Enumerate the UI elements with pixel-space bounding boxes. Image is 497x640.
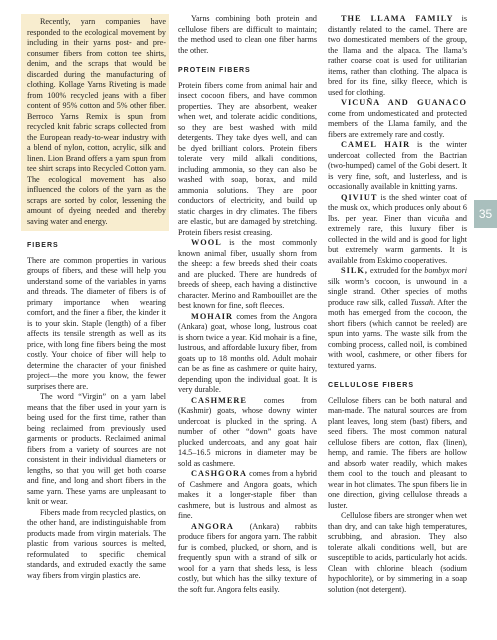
term-camel: CAMEL HAIR: [341, 140, 411, 149]
fibers-paragraph-2: The word “Virgin” on a yarn label means that the fiber used in your yarn is being used for the first time, rather than being reclaimed from previously used garments or products. Reclaimed animal fibers from a variety of sources are not consistent in their individual diameters or lengths, so that you will get both coarse and fine, and long and short fibers in the same yarn. These yarns are unpleasant to knit or wear.: [27, 392, 166, 506]
protein-intro: Protein fibers come from animal hair and insect cocoon fibers, and have common properties. They are absorbent, weaker when wet, and tolerate acidic conditions, so they are best washed with mild detergents. They take dyes well, and can be dyed brilliant colors. Protein fibers tolerate very mild alkali conditions, including ammonia, so they can also be washed with soap, borax, and mild ammonia solutions. They are poor conductors of electricity, and build up static charges in dry climates. The fibers are elastic, but are damaged by stretching. Protein fibers resist creasing.: [178, 80, 317, 237]
sidebar-text: Recently, yarn companies have responded to the ecological movement by including in their yarns post- and pre-consumer fibers from cotton tee shirts, denim, and the scraps that would be discarded during the manufacturing of clothing. Kollage Yarns Riveting is made from 100% recycled jeans with a fiber content of 95% cotton and 5% other fiber. Berroco Yarns Remix is spun from recycled knit fabric scraps collected from the European ready-to-wear industry with a blend of nylon, cotton, acrylic, silk and linen. Lion Brand offers a yarn spun from tee shirt scraps into Recycled Cotton yarn. The ecological movement has also influenced the colors of the yarn as the scraps are sorted by color, lessening the amount of dyeing needed and thereby saving water and energy.: [27, 17, 166, 226]
text-camel: is the winter undercoat collected from the Bactrian (two-humped) camel of the Gobi desert. It is very fine, soft, and lusterless, and is occasionally available in knitting yarns.: [328, 140, 467, 191]
text-angora: (Ankara) rabbits produce fibers for angora yarn. The rabbit fur is combed, plucked, or shorn, and is frequently spun with a strand of silk or wool for a yarn that sheds less, is less costly, but which has the silky texture of the soft fur. Angora felts easily.: [178, 521, 317, 594]
text-vicuna: come from undomesticated and protected members of the Llama family, and the fibers are extremely rare and costly.: [328, 108, 467, 139]
term-vicuna: VICUÑA AND GUANACO: [341, 98, 467, 107]
fiber-vicuna: [328, 98, 467, 140]
term-cashgora: CASHGORA: [191, 469, 247, 478]
text-silk-tussah: Tussah: [410, 297, 433, 307]
fibers-heading: FIBERS: [27, 242, 59, 249]
page-number: 35: [478, 207, 493, 221]
text-mohair: comes from the Angora (Ankara) goat, whose long, lustrous coat is shorn twice a year. Kid mohair is a fine, lustrous, and affordable luxury fiber, from goats up to 18 months old. Adult mohair can be as fine as cashmere or quite hairy, depending upon the individual goat. It is very durable.: [178, 311, 318, 394]
page-number-tab: [474, 200, 497, 228]
column-3: [328, 14, 467, 595]
fiber-angora: [178, 522, 317, 596]
term-mohair: MOHAIR: [191, 311, 233, 321]
term-wool: WOOL: [191, 238, 222, 247]
text-cashmere: comes from (Kashmir) goats, whose downy winter undercoat is plucked in the spring. A number of other “down” goats have plucked undercoats, and any goat hair 14.5–16.5 microns in diameter may be sold as cashmere.: [178, 395, 317, 468]
term-qiviut: QIVIUT: [341, 192, 378, 202]
term-silk: SILK,: [341, 266, 368, 275]
text-llama: is distantly related to the camel. There are two domesticated members of the group, the llama and the alpaca. The llama’s rather coarse coat is used for utilitarian items, rather than clothing. The alpaca is bred for its fine, silky fleece, which is used for clothing.: [328, 14, 467, 97]
protein-fibers-heading: PROTEIN FIBERS: [178, 67, 251, 74]
fiber-cashgora: [178, 469, 317, 522]
fiber-cashmere: [178, 396, 317, 470]
fiber-llama: [328, 14, 467, 98]
term-cashmere: CASHMERE: [191, 395, 247, 405]
text-qiviut: is the shed winter coat of the musk ox, which produces only about 6 lbs. per year. Finer than vicuña and extremely rare, this luxury fiber is collected in the wild and is good for light but extremely warm garments. It is available from Eskimo cooperatives.: [328, 192, 468, 265]
column-1: [27, 14, 166, 581]
text-silk-latin: bombyx mori: [424, 266, 468, 275]
term-angora: ANGORA: [191, 521, 234, 531]
blend-paragraph: Yarns combining both protein and cellulose fibers are difficult to maintain; the method used to clean one fiber harms the other.: [178, 14, 317, 55]
fiber-qiviut: [328, 193, 467, 267]
recycled-yarn-sidebar: [21, 14, 169, 231]
column-2: [178, 14, 317, 595]
text-silk-a: extruded for the: [370, 266, 423, 275]
fiber-silk: [328, 266, 467, 371]
fiber-mohair: [178, 312, 317, 396]
fiber-wool: [178, 238, 317, 312]
fibers-paragraph-1: There are common properties in various groups of fibers, and these will help you understand some of the variables in yarns and threads. The diameter of fibers is of primary importance when wearing comfort, and the finer a fiber, the kinder it is to your skin. Staple (length) of a fiber affects its tensile strength as well as its price, with long fine fibers being the most costly. Your choice of fiber will help to determine the character of your finished project—the more you know, the fewer surprises there are.: [27, 255, 166, 391]
text-silk-c: . After the moth has emerged from the cocoon, the short fibers (which cannot be reeled) are spun into yarns. The waste silk from the combing process, called noil, is combined with wool, cashmere, or other fibers for textured yarns.: [328, 297, 468, 370]
cellulose-paragraph-1: Cellulose fibers can be both natural and man-made. The natural sources are from plant leaves, long stem (bast) fibers, and seed fibers. The most common natural cellulose fibers are cotton, flax (linen), hemp, and ramie. The fibers are hollow and absorb water readily, which makes them cool to the touch and pleasant to wear in hot climates. The spun fibers lie in one direction, giving cellulose threads a luster.: [328, 395, 467, 510]
cellulose-fibers-heading: CELLULOSE FIBERS: [328, 382, 415, 389]
fiber-camel: [328, 140, 467, 193]
text-silk-b: silk worm’s cocoon, is unwound in a single strand. Other species of moths produce raw silk, called: [328, 276, 467, 307]
text-cashgora: comes from a hybrid of Cashmere and Angora goats, which makes it a longer-staple fiber than cashmere, but is lustrous and almost as fine.: [178, 469, 317, 520]
fibers-paragraph-3: Fibers made from recycled plastics, on the other hand, are indistinguishable from products made from virgin materials. The plastic from various sources is melted, reformulated to specific chemical standards, and extruded exactly the same way fibers from virgin plastics are.: [27, 507, 166, 580]
text-wool: is the most commonly known animal fiber, usually shorn from the sheep: a few breeds shed their coats and are plucked. There are hundreds of breeds of sheep, each having a distinctive character. Merino and Rambouillet are the best known for fine, soft fleeces.: [178, 238, 318, 310]
cellulose-paragraph-2: Cellulose fibers are stronger when wet than dry, and can take high temperatures, scrubbing, and abrasion. They also tolerate alkali conditions well, but are susceptible to acids, particularly hot acids. Clean with chlorine bleach (sodium hypochlorite), or by simmering in a soap solution (not detergent).: [328, 511, 467, 594]
term-llama: THE LLAMA FAMILY: [341, 14, 454, 23]
